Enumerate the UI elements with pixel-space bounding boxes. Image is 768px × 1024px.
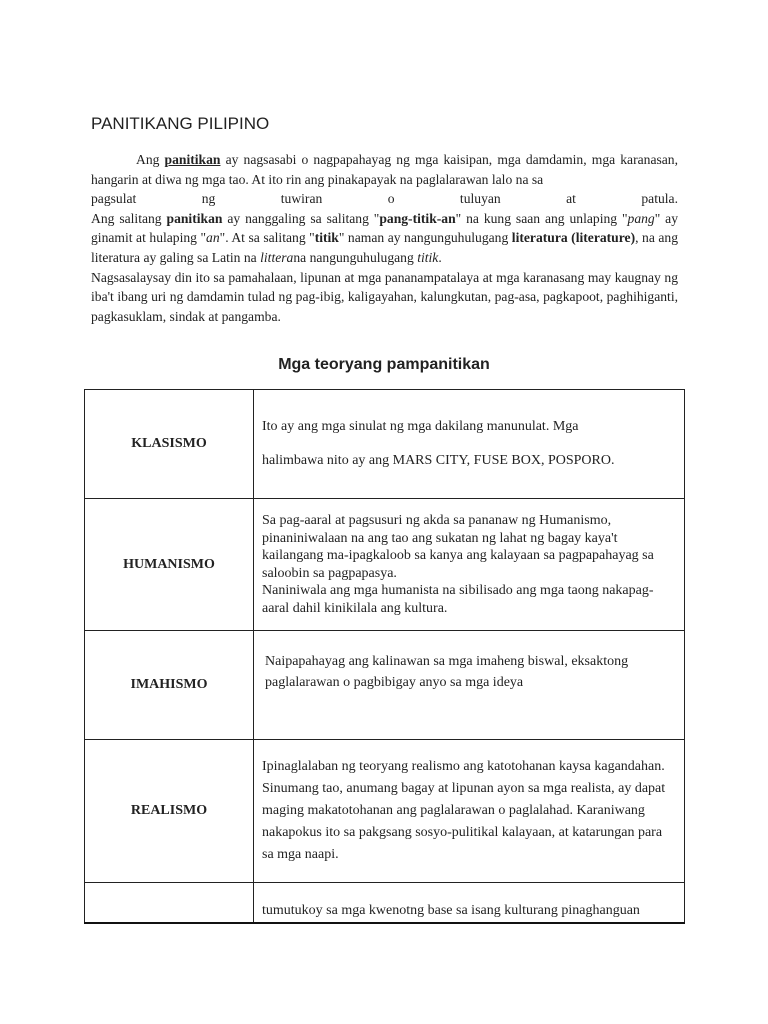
theory-description <box>254 740 685 883</box>
desc-line: Naipapahayag ang kalinawan sa mga imaheng biswal, eksaktong paglalarawan o pagbibigay anyo sa mga ideya <box>265 654 629 690</box>
table-row <box>85 499 685 631</box>
term-littera: littera <box>260 249 294 265</box>
word: pagsulat <box>91 191 137 207</box>
word: ng <box>201 191 216 207</box>
t: ay nanggaling sa salitang " <box>227 210 380 226</box>
desc-line: tumutukoy sa mga kwenotng base sa isang kulturang pinaghanguan <box>262 903 640 918</box>
table-row <box>85 883 685 923</box>
intro-p1-last-line <box>91 189 678 209</box>
table-row <box>85 631 685 740</box>
intro-paragraph-3: Nagsasalaysay din ito sa pamahalaan, lipunan at mga pananampatalaya at mga karanasang may kaugnay ng iba't ibang uri ng damdamin tulad ng pag-ibig, kaligayahan, kalungkutan, pag-asa, pagkapoot, paghihiganti, pagkasuklam, sindak at pangamba. <box>91 269 678 324</box>
theories-table <box>84 389 685 924</box>
t: na nangunguhulugang <box>293 249 414 265</box>
theory-term: IMAHISMO <box>85 631 254 740</box>
theory-description <box>254 499 685 631</box>
t: " na kung saan ang unlaping " <box>455 210 628 226</box>
desc-line: halimbawa nito ay ang MARS CITY, FUSE BOX, POSPORO. <box>262 453 615 468</box>
table-row <box>85 740 685 883</box>
term-panitikan: panitikan <box>164 152 221 167</box>
term-an: an <box>206 230 220 246</box>
t: . <box>438 249 442 265</box>
t: Ang salitang <box>91 210 162 226</box>
desc-line: Sa pag-aaral at pagsusuri ng akda sa pananaw ng Humanismo, pinaniniwalaan na ang tao ang sukatan ng lahat ng bagay kaya't kailangang ma-ipagkaloob sa kanya ang kalayaan sa pagpapahayag sa saloobin sa pagpapasya. <box>262 513 654 581</box>
term-pang: pang <box>627 210 655 226</box>
intro-paragraph-1 <box>91 150 678 189</box>
term-literatura: literatura (literature) <box>511 230 636 246</box>
desc-line: Ito ay ang mga sinulat ng mga dakilang manunulat. Mga <box>262 419 579 434</box>
t: , na ang literatura ay galing sa Latin na <box>91 230 678 265</box>
theory-term: REALISMO <box>85 740 254 883</box>
t: ". At sa salitang " <box>219 230 315 246</box>
intro-text <box>91 150 678 326</box>
section-title: Mga teoryang pampanitikan <box>278 356 490 373</box>
term-pang-titik-an: pang-titik-an <box>379 210 456 226</box>
word: at <box>566 191 576 207</box>
t: " naman ay nangunguhulugang <box>338 230 509 246</box>
t: " ay ginamit at hulaping " <box>91 210 679 246</box>
term-panitikan-bold: panitikan <box>166 210 223 226</box>
word: tuluyan <box>459 191 501 207</box>
theory-description <box>254 390 685 499</box>
word: patula. <box>641 191 678 207</box>
word: o <box>387 191 395 207</box>
theory-term: KLASISMO <box>85 390 254 499</box>
theory-description <box>254 631 685 740</box>
theory-term: HUMANISMO <box>85 499 254 631</box>
desc-line: Naniniwala ang mga humanista na sibilisado ang mga taong nakapag-aaral dahil kinikilala ang kultura. <box>262 583 654 616</box>
word: tuwiran <box>280 191 323 207</box>
theory-description <box>254 883 685 923</box>
page-title: PANITIKANG PILIPINO <box>91 114 270 133</box>
desc-line: Ipinaglalaban ng teoryang realismo ang katotohanan kaysa kagandahan. Sinumang tao, anumang bagay at lipunan ayon sa mga realista, ay dapat maging makatotohanan ang paglalarawan o paglalahad. Karaniwang nakapokus ito sa pakgsang sosyo-pulitikal kalayaan, at katarungan para sa mga naapi. <box>262 759 666 862</box>
table-row <box>85 390 685 499</box>
theory-term <box>85 883 254 923</box>
intro-paragraph-2 <box>91 209 678 268</box>
intro-p1-text: ay nagsasabi o nagpapahayag ng mga kaisipan, mga damdamin, mga karanasan, hangarin at diwa ng mga tao. At ito rin ang pinakapayak na paglalarawan lalo na sa <box>91 152 679 187</box>
intro-word: Ang <box>136 152 160 167</box>
term-titik-italic: titik <box>417 249 439 265</box>
term-titik: titik <box>314 230 339 246</box>
